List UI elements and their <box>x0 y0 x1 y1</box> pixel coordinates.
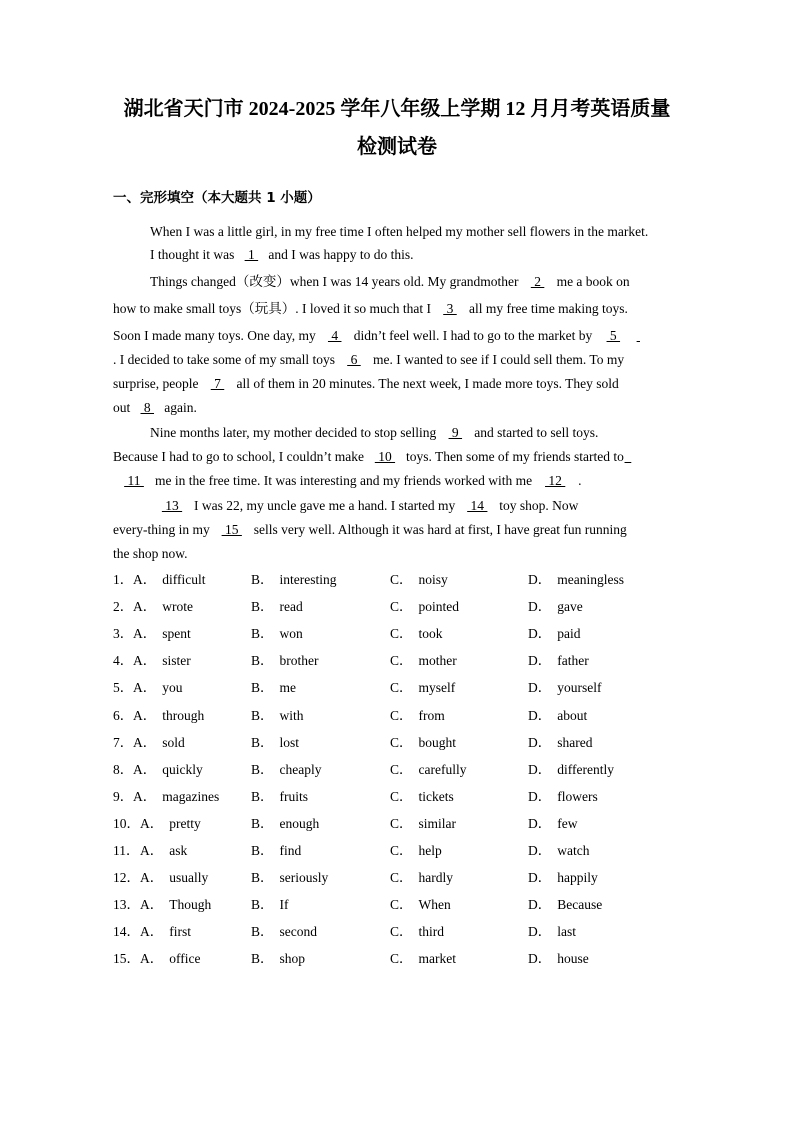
answer-option[interactable] <box>528 734 592 752</box>
passage-text: Because I had to go to school, I couldn’t make <box>113 449 364 464</box>
question-number: 5． <box>113 680 134 696</box>
passage-text: I thought it was <box>150 247 235 262</box>
option-text: differently <box>557 761 614 777</box>
answer-blank[interactable]: 15 <box>221 522 242 537</box>
option-letter: C． <box>390 815 413 831</box>
passage-text: the shop now. <box>113 546 188 561</box>
answer-option[interactable] <box>390 923 444 941</box>
option-text: carefully <box>418 761 467 777</box>
option-letter: C． <box>390 599 413 615</box>
answer-blank[interactable]: 14 <box>467 498 488 513</box>
option-letter: B． <box>251 599 274 615</box>
answer-option[interactable] <box>133 571 206 589</box>
answer-option[interactable] <box>251 815 319 833</box>
answer-option[interactable] <box>251 842 301 860</box>
option-letter: A． <box>133 626 157 642</box>
answer-option[interactable] <box>528 842 589 860</box>
option-text: interesting <box>279 572 337 587</box>
answer-blank[interactable]: 8 <box>140 400 155 415</box>
option-letter: D． <box>528 734 552 750</box>
option-letter: D． <box>528 815 552 831</box>
option-text: third <box>418 924 445 940</box>
passage-text: didn’t feel well. I had to go to the market by <box>353 328 593 343</box>
answer-option[interactable] <box>133 598 193 616</box>
question-number: 11． <box>113 843 140 858</box>
answer-option[interactable] <box>390 869 453 887</box>
question-number: 2． <box>113 599 134 615</box>
option-letter: B． <box>251 653 274 669</box>
passage-text: . <box>578 473 582 488</box>
option-text: last <box>557 924 576 940</box>
option-text: find <box>279 843 302 858</box>
option-letter: A． <box>133 680 157 696</box>
option-text: seriously <box>279 870 329 886</box>
answer-option[interactable] <box>251 896 289 914</box>
option-letter: A． <box>133 572 157 587</box>
option-letter: A． <box>140 843 164 858</box>
option-letter: A． <box>133 707 157 723</box>
answer-option[interactable] <box>528 598 583 616</box>
answer-option[interactable] <box>133 625 191 643</box>
passage-text: Things changed（改变）when I was 14 years old. My grandmother <box>150 274 519 289</box>
answer-option[interactable] <box>251 707 304 725</box>
question-number: 7． <box>113 734 134 750</box>
answer-blank[interactable]: 6 <box>347 352 361 367</box>
answer-option[interactable] <box>251 625 303 643</box>
answer-option[interactable] <box>390 761 466 779</box>
question-row <box>113 571 713 589</box>
answer-blank[interactable]: 10 <box>374 449 396 464</box>
option-letter: A． <box>133 788 157 804</box>
answer-option[interactable] <box>390 652 457 670</box>
answer-option[interactable] <box>390 950 456 968</box>
option-text: When <box>418 897 451 913</box>
option-letter: C． <box>390 734 413 750</box>
passage-line <box>113 545 188 563</box>
answer-option[interactable] <box>390 734 456 752</box>
option-letter: A． <box>133 734 157 750</box>
option-text: second <box>279 924 318 940</box>
option-letter: C． <box>390 843 413 858</box>
option-text: read <box>279 599 303 615</box>
passage-line <box>113 351 624 369</box>
option-text: ask <box>169 843 188 858</box>
passage-text: Nine months later, my mother decided to stop selling <box>150 425 437 440</box>
question-number: 10． <box>113 815 140 831</box>
answer-option[interactable] <box>390 707 445 725</box>
passage-text: sells very well. Although it was hard at first, I have great fun running <box>253 522 627 537</box>
option-text: you <box>162 680 183 696</box>
answer-option[interactable] <box>251 734 299 752</box>
passage-text: Soon I made many toys. One day, my <box>113 328 316 343</box>
option-text: house <box>557 951 589 967</box>
passage-text: toy shop. Now <box>499 498 579 513</box>
answer-option[interactable] <box>528 788 598 806</box>
passage-line <box>150 497 578 515</box>
question-number: 8． <box>113 761 134 777</box>
option-text: won <box>279 626 303 642</box>
option-letter: D． <box>528 761 552 777</box>
option-text: If <box>279 897 289 913</box>
option-text: flowers <box>557 788 598 804</box>
passage-line <box>150 424 598 442</box>
option-text: tickets <box>418 788 454 804</box>
option-letter: D． <box>528 599 552 615</box>
passage-line <box>113 521 627 539</box>
answer-option[interactable] <box>390 896 451 914</box>
answer-option[interactable] <box>133 788 219 806</box>
exam-title-continued: 检测试卷 <box>357 136 437 158</box>
passage-text: me. I wanted to see if I could sell them. To my <box>372 352 625 367</box>
option-text: happily <box>557 870 598 886</box>
question-row <box>113 598 713 616</box>
option-letter: D． <box>528 897 552 913</box>
option-text: pretty <box>169 815 201 831</box>
option-letter: B． <box>251 734 274 750</box>
answer-option[interactable] <box>140 869 208 887</box>
passage-line <box>113 399 197 417</box>
option-text: market <box>418 951 456 967</box>
answer-blank[interactable]: 1 <box>244 247 259 262</box>
option-letter: A． <box>140 951 164 967</box>
option-letter: D． <box>528 707 552 723</box>
answer-blank[interactable]: 7 <box>210 376 225 391</box>
option-letter: D． <box>528 626 552 642</box>
option-text: office <box>169 951 201 967</box>
option-text: similar <box>418 815 457 831</box>
question-number: 13． <box>113 897 140 913</box>
answer-blank[interactable]: 9 <box>448 425 463 440</box>
passage-text: and started to sell toys. <box>474 425 599 440</box>
option-letter: B． <box>251 788 274 804</box>
option-letter: B． <box>251 707 274 723</box>
passage-text: me a book on <box>556 274 630 289</box>
question-number: 9． <box>113 788 134 804</box>
answer-option[interactable] <box>133 652 191 670</box>
option-text: first <box>169 924 191 940</box>
answer-option[interactable] <box>140 923 191 941</box>
option-text: magazines <box>162 788 220 804</box>
answer-option[interactable] <box>528 869 598 887</box>
option-letter: B． <box>251 815 274 831</box>
option-letter: D． <box>528 924 552 940</box>
answer-option[interactable] <box>528 815 578 833</box>
passage-text: surprise, people <box>113 376 199 391</box>
question-row <box>113 761 713 779</box>
option-text: sister <box>162 653 191 669</box>
option-letter: B． <box>251 951 274 967</box>
option-text: mother <box>418 653 457 669</box>
passage-text: out <box>113 400 131 415</box>
answer-blank[interactable]: 11 <box>124 473 144 488</box>
passage-text: all of them in 20 minutes. The next week, I made more toys. They sold <box>236 376 619 391</box>
option-letter: D． <box>528 788 552 804</box>
option-text: took <box>418 626 443 642</box>
option-letter: C． <box>390 788 413 804</box>
option-text: Though <box>169 897 212 913</box>
option-text: myself <box>418 680 456 696</box>
answer-option[interactable] <box>390 679 455 697</box>
option-letter: C． <box>390 680 413 696</box>
option-letter: B． <box>251 843 274 858</box>
option-letter: A． <box>133 653 157 669</box>
question-row <box>113 869 713 887</box>
passage-line <box>113 472 582 490</box>
section-heading: 一、完形填空（本大题共 1 小题） <box>113 190 321 206</box>
option-letter: A． <box>133 761 157 777</box>
passage-text: When I was a little girl, in my free time I often helped my mother sell flowers in the market. <box>150 224 649 239</box>
answer-option[interactable] <box>528 950 589 968</box>
option-text: cheaply <box>279 761 322 777</box>
option-text: bought <box>418 734 457 750</box>
question-number: 4． <box>113 653 134 669</box>
answer-option[interactable] <box>133 734 185 752</box>
answer-blank[interactable]: 3 <box>443 301 457 316</box>
option-letter: A． <box>140 815 164 831</box>
question-number: 1． <box>113 572 134 587</box>
option-letter: B． <box>251 924 274 940</box>
answer-option[interactable] <box>251 923 317 941</box>
option-text: pointed <box>418 599 460 615</box>
answer-option[interactable] <box>390 625 443 643</box>
answer-option[interactable] <box>140 950 200 968</box>
answer-option[interactable] <box>528 679 602 697</box>
question-number: 14． <box>113 924 140 940</box>
passage-line <box>150 223 648 241</box>
answer-option[interactable] <box>133 707 204 725</box>
question-row <box>113 734 713 752</box>
answer-blank[interactable]: 12 <box>545 473 566 488</box>
answer-option[interactable] <box>251 869 328 887</box>
answer-option[interactable] <box>528 707 587 725</box>
answer-option[interactable] <box>390 788 454 806</box>
passage-line <box>150 273 630 291</box>
option-letter: C． <box>390 653 413 669</box>
answer-option[interactable] <box>251 679 296 697</box>
option-letter: C． <box>390 572 413 587</box>
answer-option[interactable] <box>528 571 624 589</box>
exam-title: 湖北省天门市 2024-2025 学年八年级上学期 12 月月考英语质量 <box>123 98 671 120</box>
answer-blank[interactable]: 13 <box>161 498 183 513</box>
passage-text: how to make small toys（玩具）. I loved it so much that I <box>113 301 431 316</box>
question-row <box>113 842 713 860</box>
option-letter: D． <box>528 680 552 696</box>
option-text: watch <box>557 843 590 858</box>
passage-line <box>113 448 632 466</box>
answer-option[interactable] <box>528 896 602 914</box>
answer-option[interactable] <box>528 923 576 941</box>
option-text: fruits <box>279 788 309 804</box>
option-letter: B． <box>251 572 274 587</box>
option-text: noisy <box>418 572 448 587</box>
option-letter: A． <box>140 924 164 940</box>
question-row <box>113 788 713 806</box>
answer-option[interactable] <box>390 815 456 833</box>
option-text: wrote <box>162 599 193 615</box>
option-text: from <box>418 707 445 723</box>
answer-option[interactable] <box>140 815 201 833</box>
answer-option[interactable] <box>251 598 303 616</box>
answer-option[interactable] <box>133 679 183 697</box>
passage-line <box>150 246 413 264</box>
option-letter: C． <box>390 626 413 642</box>
answer-blank[interactable]: 5 <box>606 328 621 343</box>
passage-text: . I decided to take some of my small toys <box>113 352 335 367</box>
option-text: brother <box>279 653 319 669</box>
passage-line <box>113 375 619 393</box>
option-text: difficult <box>162 572 206 587</box>
option-letter: B． <box>251 870 274 886</box>
option-letter: A． <box>133 599 157 615</box>
question-number: 12． <box>113 870 140 886</box>
option-letter: C． <box>390 761 413 777</box>
question-row <box>113 625 713 643</box>
option-text: gave <box>557 599 583 615</box>
question-row <box>113 923 713 941</box>
answer-option[interactable] <box>251 950 305 968</box>
answer-option[interactable] <box>251 571 337 589</box>
question-row <box>113 707 713 725</box>
question-row <box>113 896 713 914</box>
question-number: 6． <box>113 707 134 723</box>
answer-option[interactable] <box>251 652 319 670</box>
passage-line <box>113 300 628 318</box>
option-text: me <box>279 680 297 696</box>
passage-text: again. <box>164 400 197 415</box>
question-row <box>113 950 713 968</box>
option-letter: B． <box>251 680 274 696</box>
option-letter: C． <box>390 870 413 886</box>
answer-blank[interactable]: 4 <box>327 328 342 343</box>
option-letter: D． <box>528 653 552 669</box>
option-text: with <box>279 707 304 723</box>
question-row <box>113 652 713 670</box>
option-letter: D． <box>528 870 552 886</box>
option-text: yourself <box>557 680 602 696</box>
option-text: Because <box>557 897 603 913</box>
option-text: help <box>418 843 442 858</box>
answer-blank[interactable] <box>624 448 632 466</box>
option-text: shared <box>557 734 593 750</box>
passage-text: all my free time making toys. <box>468 301 628 316</box>
option-letter: B． <box>251 897 274 913</box>
passage-line <box>113 327 642 345</box>
passage-text: every-thing in my <box>113 522 210 537</box>
option-letter: D． <box>528 843 552 858</box>
question-row <box>113 679 713 697</box>
answer-option[interactable] <box>390 842 442 860</box>
option-text: paid <box>557 626 581 642</box>
question-number: 3． <box>113 626 134 642</box>
answer-option[interactable] <box>251 761 322 779</box>
option-letter: D． <box>528 572 552 587</box>
option-text: through <box>162 707 205 723</box>
passage-text: toys. Then some of my friends started to <box>405 449 624 464</box>
option-text: sold <box>162 734 185 750</box>
option-text: few <box>557 815 578 831</box>
option-text: usually <box>169 870 209 886</box>
answer-option[interactable] <box>390 571 448 589</box>
option-text: enough <box>279 815 320 831</box>
passage-text: me in the free time. It was interesting and my friends worked with me <box>155 473 533 488</box>
answer-option[interactable] <box>133 761 203 779</box>
option-text: father <box>557 653 589 669</box>
answer-option[interactable] <box>140 842 187 860</box>
answer-blank[interactable]: 2 <box>530 274 545 289</box>
option-letter: C． <box>390 951 413 967</box>
option-text: spent <box>162 626 191 642</box>
passage-text: and I was happy to do this. <box>268 247 414 262</box>
option-text: meaningless <box>557 572 624 587</box>
option-letter: A． <box>140 897 164 913</box>
option-text: about <box>557 707 588 723</box>
option-text: quickly <box>162 761 203 777</box>
option-letter: C． <box>390 707 413 723</box>
passage-text: I was 22, my uncle gave me a hand. I started my <box>194 498 456 513</box>
option-letter: D． <box>528 951 552 967</box>
question-row <box>113 815 713 833</box>
option-text: lost <box>279 734 300 750</box>
answer-option[interactable] <box>528 652 589 670</box>
blank-underline-continuation <box>634 327 642 345</box>
option-letter: C． <box>390 897 413 913</box>
option-letter: C． <box>390 924 413 940</box>
option-letter: A． <box>140 870 164 886</box>
answer-option[interactable] <box>140 896 211 914</box>
option-text: hardly <box>418 870 454 886</box>
answer-option[interactable] <box>390 598 459 616</box>
answer-option[interactable] <box>528 761 614 779</box>
option-letter: B． <box>251 626 274 642</box>
option-letter: B． <box>251 761 274 777</box>
answer-option[interactable] <box>528 625 581 643</box>
option-text: shop <box>279 951 306 967</box>
question-number: 15． <box>113 951 140 967</box>
answer-option[interactable] <box>251 788 308 806</box>
